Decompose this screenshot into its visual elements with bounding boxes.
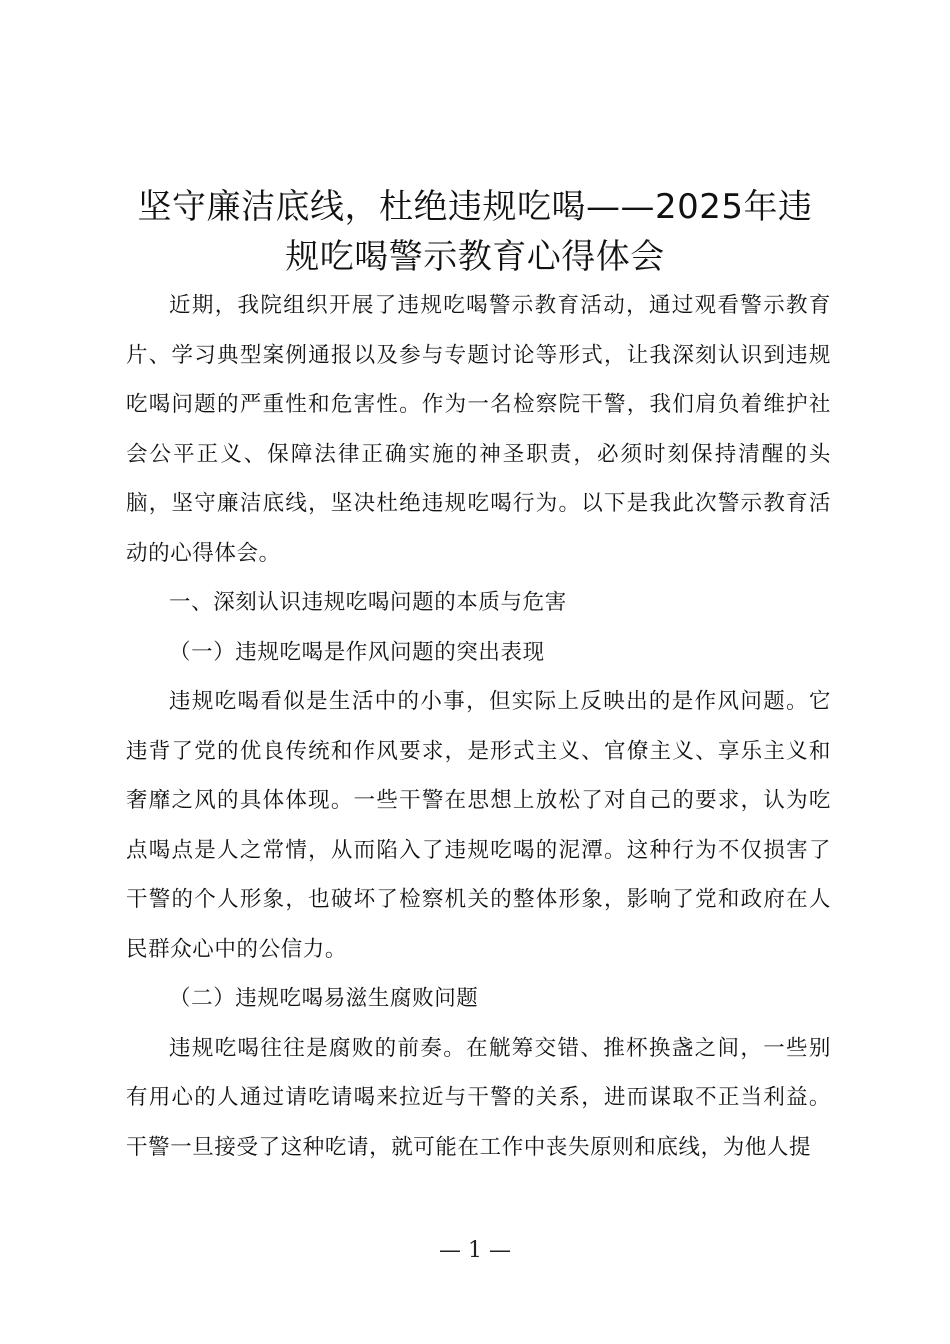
subsection-heading-1: （一）违规吃喝是作风问题的突出表现 (169, 639, 545, 665)
subsection-heading-2: （二）违规吃喝易滋生腐败问题 (169, 986, 479, 1011)
document-title-line-2: 规吃喝警示教育心得体会 (285, 237, 665, 277)
subsection-paragraph-2: 违规吃喝往往是腐败的前奏。在觥筹交错、推杯换盏之间，一些别有用心的人通过请吃请喝来拉近与干警的关系，进而谋取不正当利益。干警一旦接受了这种吃请，就可能在工作中丧失原则和底线，为他人提 (126, 1035, 831, 1160)
subsection-paragraph-1: 违规吃喝看似是生活中的小事，但实际上反映出的是作风问题。它违背了党的优良传统和作风要求，是形式主义、官僚主义、享乐主义和奢靡之风的具体体现。一些干警在思想上放松了对自己的要求，认为吃点喝点是人之常情，从而陷入了违规吃喝的泥潭。这种行为不仅损害了干警的个人形象，也破坏了检察机关的整体形象，影响了党和政府在人民群众心中的公信力。 (126, 689, 831, 962)
intro-paragraph: 近期，我院组织开展了违规吃喝警示教育活动，通过观看警示教育片、学习典型案例通报以及参与专题讨论等形式，让我深刻认识到违规吃喝问题的严重性和危害性。作为一名检察院干警，我们肩负着维护社会公平正义、保障法律正确实施的神圣职责，必须时刻保持清醒的头脑，坚守廉洁底线，坚决杜绝违规吃喝行为。以下是我此次警示教育活动的心得体会。 (126, 293, 831, 566)
document-title-line-1: 坚守廉洁底线，杜绝违规吃喝——2025年违 (137, 187, 813, 227)
page-number: — 1 — (439, 1238, 511, 1263)
section-heading-1: 一、深刻认识违规吃喝问题的本质与危害 (169, 590, 567, 615)
document-body (126, 281, 831, 1172)
